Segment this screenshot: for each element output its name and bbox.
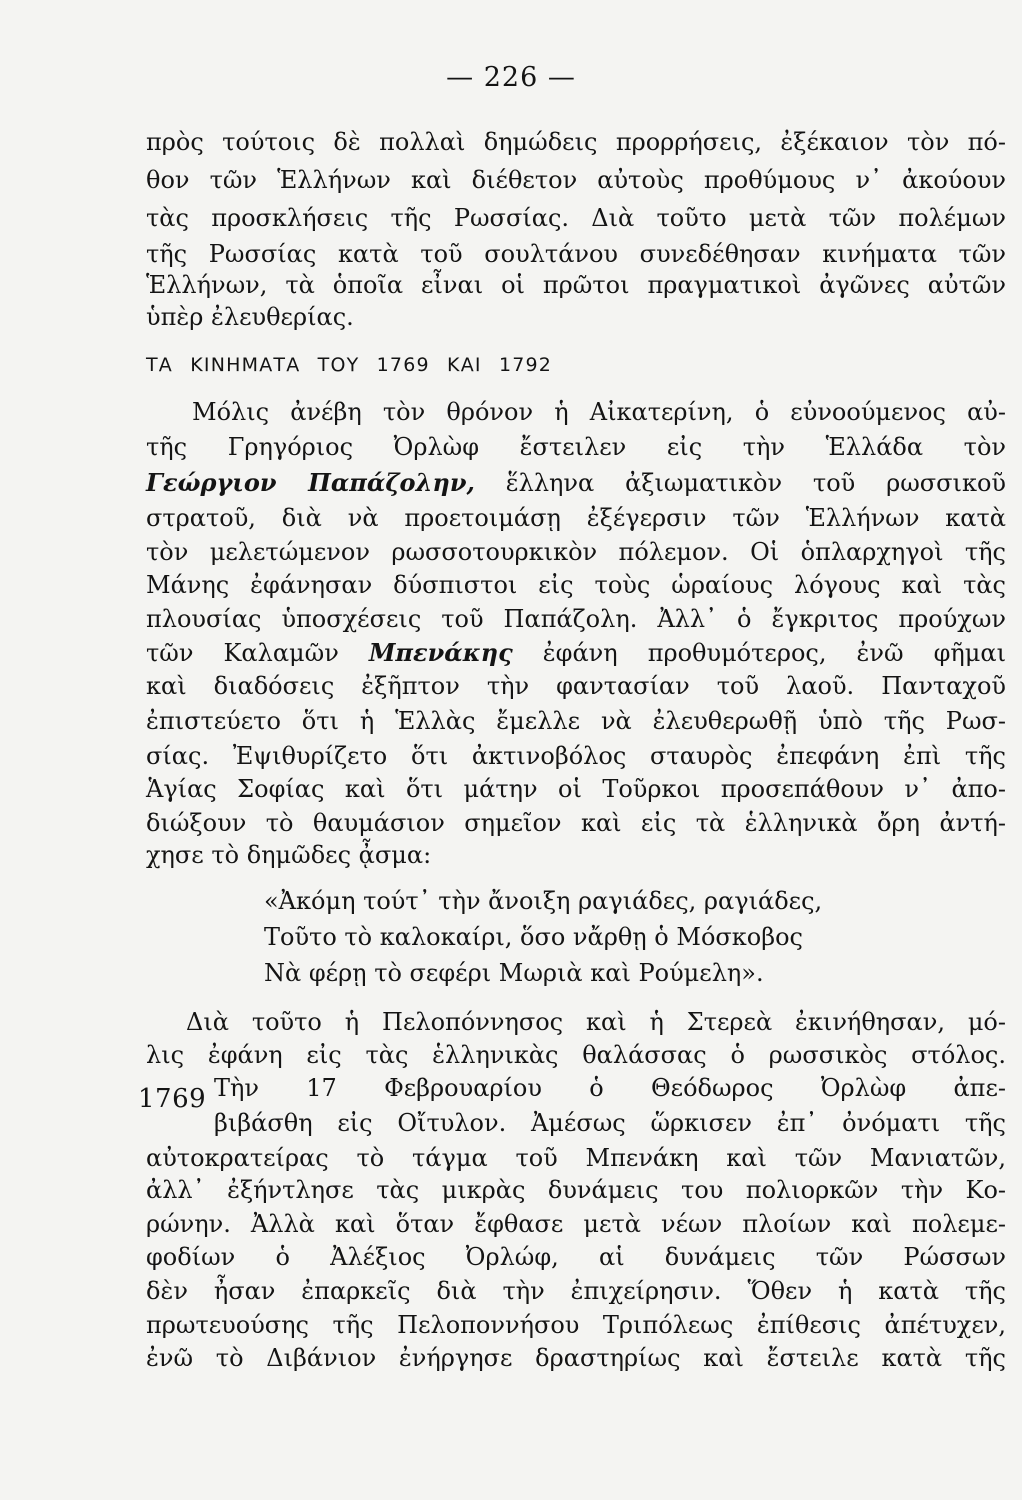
- text-span: ἕλληνα ἀξιωματικὸν τοῦ ρωσσικοῦ: [474, 469, 1006, 497]
- text-line: τὰς προσκλήσεις τῆς Ρωσσίας. Διὰ τοῦτο μετὰ τῶν πολέμων: [146, 204, 1006, 232]
- margin-year: 1769: [138, 1084, 207, 1114]
- page-number: — 226 —: [446, 62, 576, 93]
- text-line: ρώνην. Ἀλλὰ καὶ ὅταν ἔφθασε μετὰ νέων πλοίων καὶ πολεμε-: [146, 1210, 1006, 1238]
- text-line: λις ἐφάνη εἰς τὰς ἑλληνικὰς θαλάσσας ὁ ρωσσικὸς στόλος.: [146, 1041, 1006, 1069]
- text-line: διώξουν τὸ θαυμάσιον σημεῖον καὶ εἰς τὰ ἑλληνικὰ ὄρη ἀντή-: [146, 809, 1006, 837]
- text-line: ἐνῶ τὸ Διβάνιον ἐνήργησε δραστηρίως καὶ ἔστειλε κατὰ τῆς: [146, 1344, 1006, 1372]
- text-line: Μάνης ἐφάνησαν δύσπιστοι εἰς τοὺς ὡραίους λόγους καὶ τὰς: [146, 571, 1006, 599]
- text-span: τῶν Καλαμῶν: [146, 639, 369, 667]
- text-line: Τὴν 17 Φεβρουαρίου ὁ Θεόδωρος Ὀρλὼφ ἀπε-: [214, 1074, 1006, 1102]
- text-line: δὲν ἦσαν ἐπαρκεῖς διὰ τὴν ἐπιχείρησιν. Ὅθεν ἡ κατὰ τῆς: [146, 1277, 1006, 1305]
- text-line: βιβάσθη εἰς Οἴτυλον. Ἀμέσως ὥρκισεν ἐπ᾿ ὀνόματι τῆς: [214, 1109, 1006, 1137]
- text-line: Ἁγίας Σοφίας καὶ ὅτι μάτην οἱ Τοῦρκοι προσεπάθουν ν᾿ ἀπο-: [146, 775, 1006, 803]
- text-line: ἐπιστεύετο ὅτι ἡ Ἑλλὰς ἔμελλε νὰ ἐλευθερωθῇ ὑπὸ τῆς Ρωσ-: [146, 707, 1006, 735]
- verse-line: Τοῦτο τὸ καλοκαίρι, ὅσο νἄρθῃ ὁ Μόσκοβος: [264, 923, 803, 951]
- text-line: πλουσίας ὑποσχέσεις τοῦ Παπάζολη. Ἀλλ᾿ ὁ ἔγκριτος προύχων: [146, 605, 1006, 633]
- verse-line: «Ἀκόμη τούτ᾿ τὴν ἄνοιξη ραγιάδες, ραγιάδες,: [264, 887, 823, 915]
- text-line: πρὸς τούτοις δὲ πολλαὶ δημώδεις προρρήσεις, ἐξέκαιον τὸν πό-: [146, 128, 1006, 156]
- bold-name: Μπενάκης: [368, 638, 513, 667]
- text-line: θον τῶν Ἑλλήνων καὶ διέθετον αὐτοὺς προθύμους ν᾿ ἀκούουν: [146, 166, 1006, 194]
- text-line: πρωτευούσης τῆς Πελοποννήσου Τριπόλεως ἐπίθεσις ἀπέτυχεν,: [146, 1311, 1006, 1339]
- text-line: τὸν μελετώμενον ρωσσοτουρκικὸν πόλεμον. Οἱ ὁπλαρχηγοὶ τῆς: [146, 538, 1006, 566]
- text-line: Ἑλλήνων, τὰ ὁποῖα εἶναι οἱ πρῶτοι πραγματικοὶ ἀγῶνες αὐτῶν: [146, 271, 1006, 299]
- text-line: φοδίων ὁ Ἀλέξιος Ὀρλώφ, αἱ δυνάμεις τῶν Ρώσσων: [146, 1243, 1006, 1271]
- text-line: Διὰ τοῦτο ἡ Πελοπόννησος καὶ ἡ Στερεὰ ἐκινήθησαν, μό-: [186, 1008, 1006, 1036]
- text-line: ὑπὲρ ἐλευθερίας.: [146, 303, 354, 331]
- text-line: καὶ διαδόσεις ἐξῆπτον τὴν φαντασίαν τοῦ λαοῦ. Πανταχοῦ: [146, 672, 1006, 700]
- text-line: τῆς Ρωσσίας κατὰ τοῦ σουλτάνου συνεδέθησαν κινήματα τῶν: [146, 240, 1006, 268]
- text-line: Μόλις ἀνέβη τὸν θρόνον ἡ Αἰκατερίνη, ὁ εὐνοούμενος αὐ-: [192, 398, 1006, 426]
- text-line: χησε τὸ δημῶδες ᾆσμα:: [146, 841, 432, 869]
- text-span: ἐφάνη προθυμότερος, ἐνῶ φῆμαι: [512, 639, 1006, 667]
- text-line: αὐτοκρατείρας τὸ τάγμα τοῦ Μπενάκη καὶ τῶν Μανιατῶν,: [146, 1144, 1006, 1172]
- text-line: στρατοῦ, διὰ νὰ προετοιμάσῃ ἐξέγερσιν τῶν Ἑλλήνων κατὰ: [146, 504, 1006, 532]
- text-line: σίας. Ἐψιθυρίζετο ὅτι ἀκτινοβόλος σταυρὸς ἐπεφάνη ἐπὶ τῆς: [146, 742, 1006, 770]
- text-line: ἀλλ᾿ ἐξήντλησε τὰς μικρὰς δυνάμεις του πολιορκῶν τὴν Κο-: [146, 1176, 1006, 1204]
- section-heading: ΤΑ ΚΙΝΗΜΑΤΑ ΤΟΥ 1769 ΚΑΙ 1792: [146, 354, 553, 376]
- text-line: [146, 464, 1006, 502]
- verse-line: Νὰ φέρῃ τὸ σεφέρι Μωριὰ καὶ Ρούμελη».: [264, 959, 764, 987]
- bold-name: Γεώργιον Παπάζολην,: [146, 468, 475, 497]
- text-line: τῆς Γρηγόριος Ὀρλὼφ ἔστειλεν εἰς τὴν Ἑλλάδα τὸν: [146, 433, 1006, 461]
